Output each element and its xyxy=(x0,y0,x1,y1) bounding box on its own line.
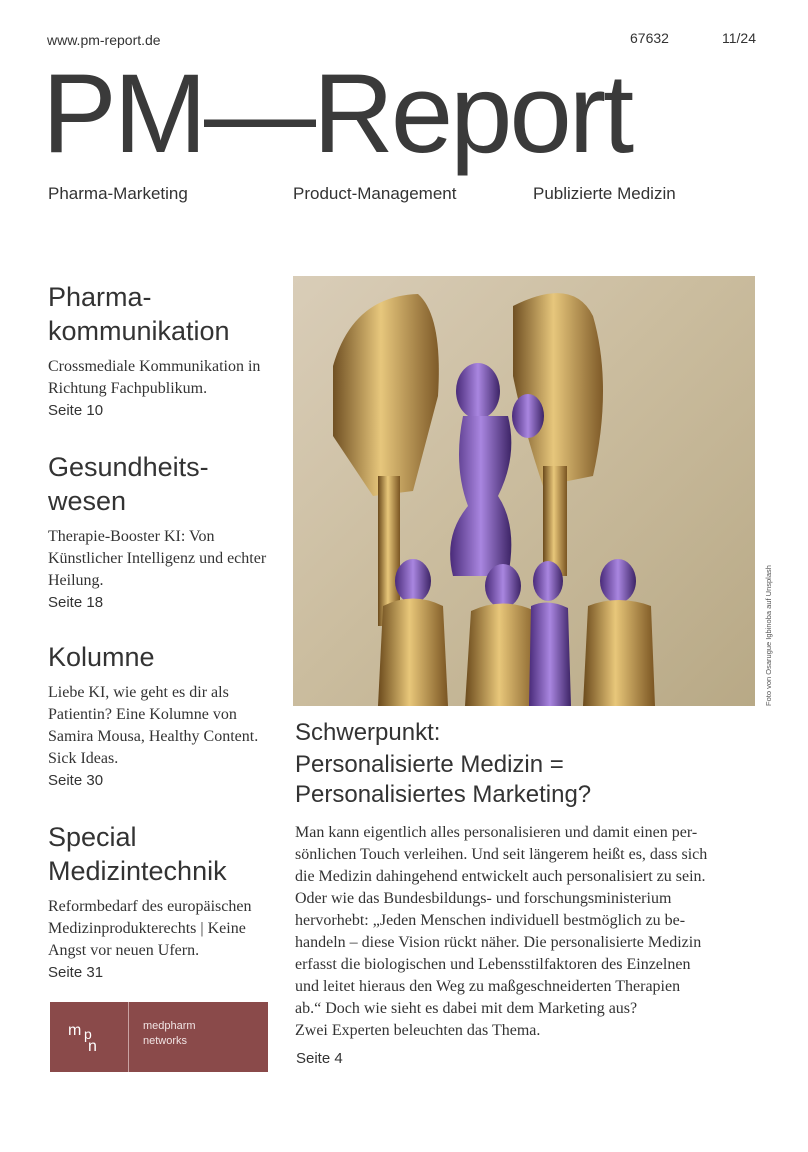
section-title: Pharma- kommunikation xyxy=(48,282,230,346)
feature-page: Seite 4 xyxy=(296,1050,343,1067)
sculpture-illustration xyxy=(293,276,755,706)
feature-body: Man kann eigentlich alles personalisieren und damit einen per- sönlichen Touch verleihen. Und seit längerem heißt es, dass sich die Medizin dahingehend entwickelt auch personalisiert zu sein. Oder wie das Bundesbildungs- und forschungsministerium hervorhebt: „Jeden Menschen individuell bestmöglich zu be- handeln – diese Vision rückt näher. Die personalisierte Medizin erfasst die biologischen und Lebensstilfaktoren des Einzelnen und leitet hieraus den Weg zu maßgeschneiderten Therapien ab.“ Doch wie sieht es dabei mit dem Marketing aus? Zwei Experten beleuchten das Thema. xyxy=(295,824,708,1039)
website-url: www.pm-report.de xyxy=(47,32,161,48)
feature-title: Personalisierte Medizin = Personalisiertes Marketing? xyxy=(295,751,592,808)
logo-mark-icon: m p n xyxy=(50,1002,129,1072)
subtitle-publizierte-medizin: Publizierte Medizin xyxy=(533,184,676,203)
section-teaser: Crossmediale Kommunikation in Richtung Fachpublikum. xyxy=(48,358,261,397)
feature-kicker: Schwerpunkt: xyxy=(295,719,441,746)
section-page: Seite 30 xyxy=(48,772,104,789)
photo-credit: Foto von Osarugue Igbinoba auf Unsplash xyxy=(764,565,773,706)
section-pharmakommunikation xyxy=(48,280,283,419)
subtitle-pharma-marketing: Pharma-Marketing xyxy=(48,184,188,203)
issue-number: 67632 xyxy=(630,30,669,46)
section-title: Kolumne xyxy=(48,642,155,672)
issue-date: 11/24 xyxy=(722,30,756,46)
section-gesundheitswesen xyxy=(48,450,283,611)
logo-text: medpharm networks xyxy=(143,1020,196,1047)
section-teaser: Liebe KI, wie geht es dir als Patientin? Eine Kolumne von Samira Mousa, Healthy Content. Sick Ideas. xyxy=(48,684,259,767)
section-special-medizintechnik xyxy=(48,820,283,981)
section-page: Seite 31 xyxy=(48,964,104,981)
masthead-title: PM—Report xyxy=(42,51,632,176)
section-teaser: Therapie-Booster KI: Von Künstlicher Intelligenz und echter Heilung. xyxy=(48,528,267,589)
section-teaser: Reformbedarf des europäischen Medizinprodukterechts | Keine Angst vor neuen Ufern. xyxy=(48,898,252,959)
section-page: Seite 18 xyxy=(48,594,104,611)
section-title: Gesundheits- wesen xyxy=(48,452,209,516)
section-page: Seite 10 xyxy=(48,402,104,419)
medpharm-logo xyxy=(50,1002,268,1072)
cover-photo xyxy=(293,276,755,706)
section-kolumne xyxy=(48,640,283,789)
section-title: Special Medizintechnik xyxy=(48,822,227,886)
subtitle-product-management: Product-Management xyxy=(293,184,457,203)
